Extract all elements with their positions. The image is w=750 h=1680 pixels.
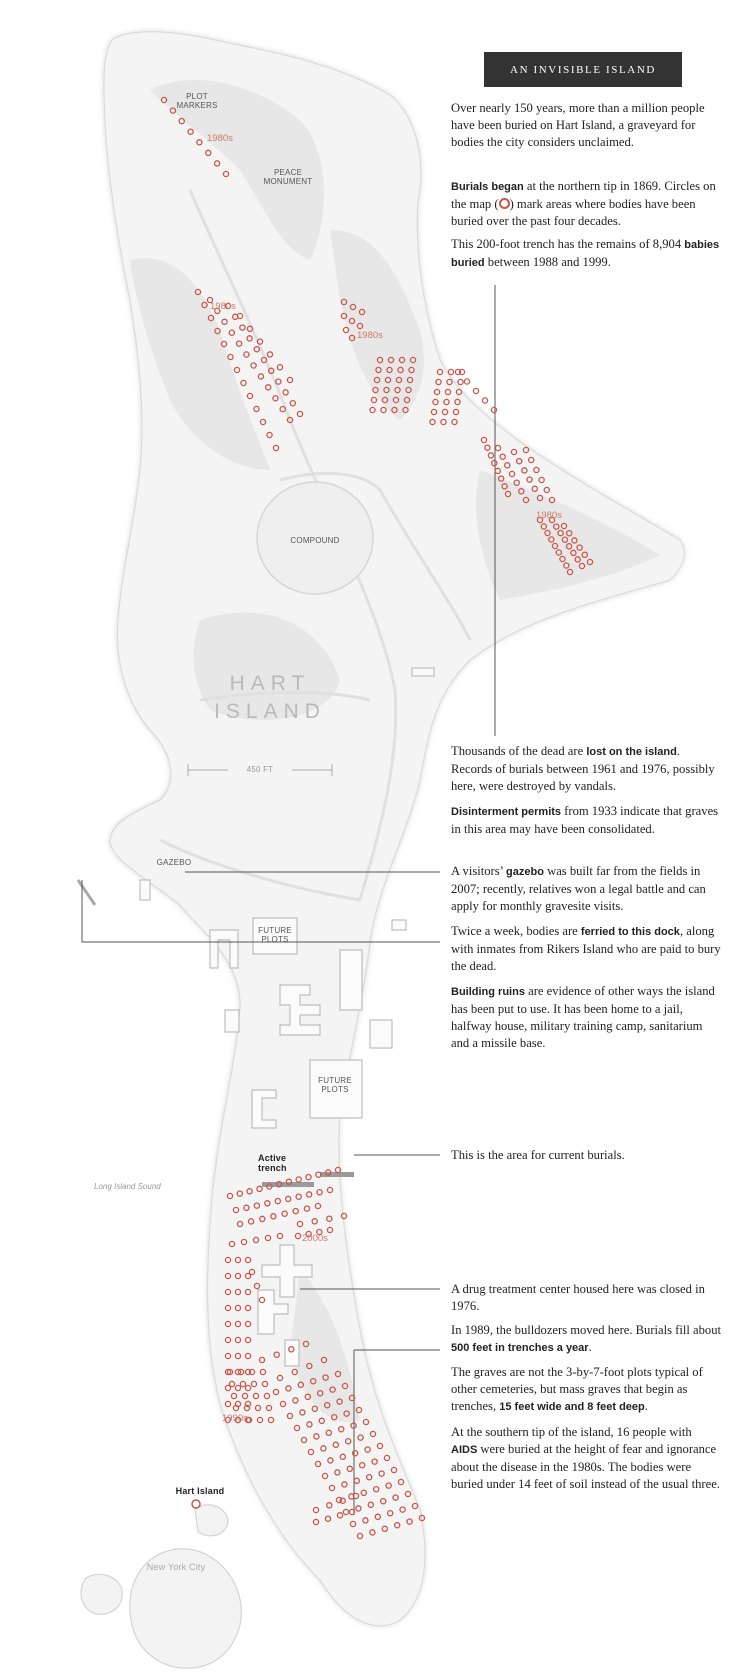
burial-circle — [464, 379, 469, 384]
bulldozers-text: In 1989, the bulldozers moved here. Burials fill about 500 feet in trenches a year. — [451, 1323, 722, 1354]
burial-circle — [491, 407, 496, 412]
intro-text: Over nearly 150 years, more than a million people have been buried on Hart Island, a graveyard for bodies the city considers unclaimed. — [451, 101, 705, 149]
burial-circle — [458, 379, 463, 384]
burial-circle-icon — [499, 198, 510, 209]
decade-label: 1990s — [222, 1413, 248, 1424]
island-name: HART ISLAND — [214, 672, 326, 724]
decade-label: 1980s — [210, 301, 236, 312]
decade-label: 1980s — [207, 133, 233, 144]
peace-monument-label: PEACE MONUMENT — [263, 168, 313, 187]
current-burials-text: This is the area for current burials. — [451, 1148, 625, 1162]
decade-label: 1980s — [357, 330, 383, 341]
decade-label: 2000s — [302, 1233, 328, 1244]
trench-text: This 200-foot trench has the remains of 8,904 babies buried between 1988 and 1999. — [451, 237, 720, 269]
nyc-inset-outline — [81, 1505, 241, 1668]
drug-center-text: A drug treatment center housed here was closed in 1976. — [451, 1282, 705, 1313]
compound-label: COMPOUND — [290, 536, 340, 545]
decade-label: 1980s — [536, 510, 562, 521]
scale-label: 450 FT — [246, 765, 274, 774]
dock-text: Twice a week, bodies are ferried to this dock, along with inmates from Rikers Island who are paid to bury the dead. — [451, 924, 721, 973]
future-plots-label-2: FUTURE PLOTS — [318, 1076, 352, 1095]
plot-markers-label: PLOT MARKERS — [176, 92, 218, 111]
long-island-sound-label: Long Island Sound — [94, 1182, 161, 1191]
dock — [78, 880, 95, 905]
ruins-text: Building ruins are evidence of other ways the island has been put to use. It has been home to a jail, halfway house, military training camp, sanitarium and a missile base. — [451, 984, 715, 1050]
burial-circle — [473, 388, 478, 393]
gazebo-label: GAZEBO — [156, 858, 192, 867]
inset-nyc-label: New York City — [146, 1562, 206, 1572]
burial-circle — [448, 369, 453, 374]
lost-text: Thousands of the dead are lost on the island. Records of burials between 1961 and 1976, possibly here, were destroyed by vandals. — [451, 744, 715, 793]
gazebo-text: A visitors’ gazebo was built far from the fields in 2007; recently, relatives won a legal battle and can apply for monthly gravesite visits. — [451, 864, 706, 913]
inset-hart-island-marker — [192, 1500, 200, 1508]
disinterment-text: Disinterment permits from 1933 indicate that graves in this area may have been consolidated. — [451, 804, 719, 836]
page-title: AN INVISIBLE ISLAND — [484, 52, 682, 87]
inset-hart-island-label: Hart Island — [175, 1486, 225, 1496]
graves-text: The graves are not the 3-by-7-foot plots typical of other cemeteries, but mass graves that begin as trenches, 15 feet wide and 8 feet deep. — [451, 1365, 703, 1413]
active-trench-label: Active trench — [258, 1153, 287, 1174]
burial-circle — [482, 398, 487, 403]
burials-began-text: Burials began at the northern tip in 1869. Circles on the map ( ) mark areas where bodies have been buried over the past four decades. — [451, 179, 716, 228]
future-plots-label-1: FUTURE PLOTS — [258, 926, 292, 945]
aids-text: At the southern tip of the island, 16 people with AIDS were buried at the height of fear and ignorance about the disease in the 1980s. The bodies were buried under 14 feet of soil instead of the usual three. — [451, 1425, 720, 1491]
